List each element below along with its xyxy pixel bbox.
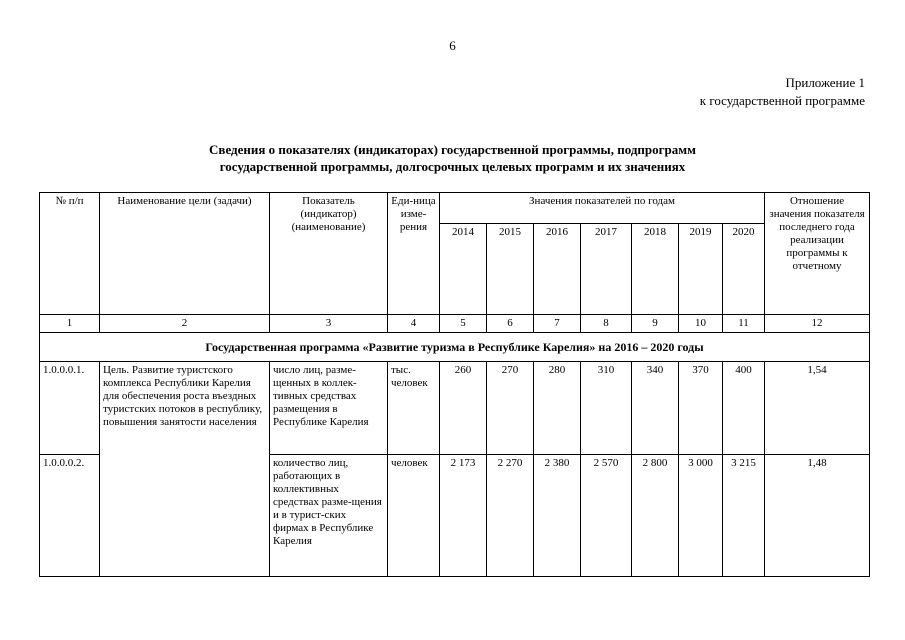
section-title: Государственная программа «Развитие туризма в Республике Карелия» на 2016 – 2020 годы	[40, 333, 870, 362]
column-number: 10	[679, 315, 723, 333]
header-num: № п/п	[40, 193, 100, 315]
column-number: 4	[388, 315, 440, 333]
row-ratio: 1,54	[765, 362, 870, 455]
header-year: 2014	[440, 224, 487, 315]
column-number: 12	[765, 315, 870, 333]
row-value: 2 570	[581, 455, 632, 577]
row-value: 260	[440, 362, 487, 455]
column-number: 7	[534, 315, 581, 333]
appendix-line-1: Приложение 1	[785, 75, 865, 90]
header-year: 2017	[581, 224, 632, 315]
row-value: 270	[487, 362, 534, 455]
header-values-group: Значения показателей по годам	[440, 193, 765, 224]
row-num: 1.0.0.0.2.	[40, 455, 100, 577]
document-title	[0, 141, 905, 175]
table-row	[40, 362, 870, 455]
row-indicator: число лиц, разме-щенных в коллек-тивных средствах размещения в Республике Карелия	[270, 362, 388, 455]
header-year: 2015	[487, 224, 534, 315]
header-year: 2020	[723, 224, 765, 315]
header-unit: Еди-ница изме-рения	[388, 193, 440, 315]
row-value: 370	[679, 362, 723, 455]
row-value: 280	[534, 362, 581, 455]
column-number: 8	[581, 315, 632, 333]
title-line-2: государственной программы, долгосрочных целевых программ и их значениях	[219, 159, 686, 174]
header-goal: Наименование цели (задачи)	[100, 193, 270, 315]
row-value: 340	[632, 362, 679, 455]
row-value: 2 173	[440, 455, 487, 577]
row-value: 400	[723, 362, 765, 455]
row-value: 3 000	[679, 455, 723, 577]
appendix-note	[700, 74, 865, 110]
header-year: 2019	[679, 224, 723, 315]
column-number: 2	[100, 315, 270, 333]
row-unit: тыс. человек	[388, 362, 440, 455]
column-number: 11	[723, 315, 765, 333]
column-number: 1	[40, 315, 100, 333]
column-numbers-row	[40, 315, 870, 333]
column-number: 9	[632, 315, 679, 333]
row-value: 2 270	[487, 455, 534, 577]
column-number: 6	[487, 315, 534, 333]
header-year: 2016	[534, 224, 581, 315]
row-num: 1.0.0.0.1.	[40, 362, 100, 455]
row-value: 2 380	[534, 455, 581, 577]
header-ratio: Отношение значения показателя последнего года реализации программы к отчетному	[765, 193, 870, 315]
row-indicator: количество лиц, работающих в коллективных средствах разме-щения и в турист-ских фирмах в Республике Карелия	[270, 455, 388, 577]
row-value: 310	[581, 362, 632, 455]
row-unit: человек	[388, 455, 440, 577]
row-ratio: 1,48	[765, 455, 870, 577]
indicators-table	[39, 192, 870, 577]
header-indicator: Показатель (индикатор) (наименование)	[270, 193, 388, 315]
row-value: 2 800	[632, 455, 679, 577]
page-number: 6	[449, 38, 456, 53]
section-row	[40, 333, 870, 362]
column-number: 5	[440, 315, 487, 333]
row-goal: Цель. Развитие туристского комплекса Республики Карелия для обеспечения роста въездных туристских потоков в республику, повышения занятости населения	[100, 362, 270, 577]
header-row-1	[40, 193, 870, 224]
header-year: 2018	[632, 224, 679, 315]
title-line-1: Сведения о показателях (индикаторах) государственной программы, подпрограмм	[209, 142, 696, 157]
row-value: 3 215	[723, 455, 765, 577]
column-number: 3	[270, 315, 388, 333]
appendix-line-2: к государственной программе	[699, 93, 865, 108]
